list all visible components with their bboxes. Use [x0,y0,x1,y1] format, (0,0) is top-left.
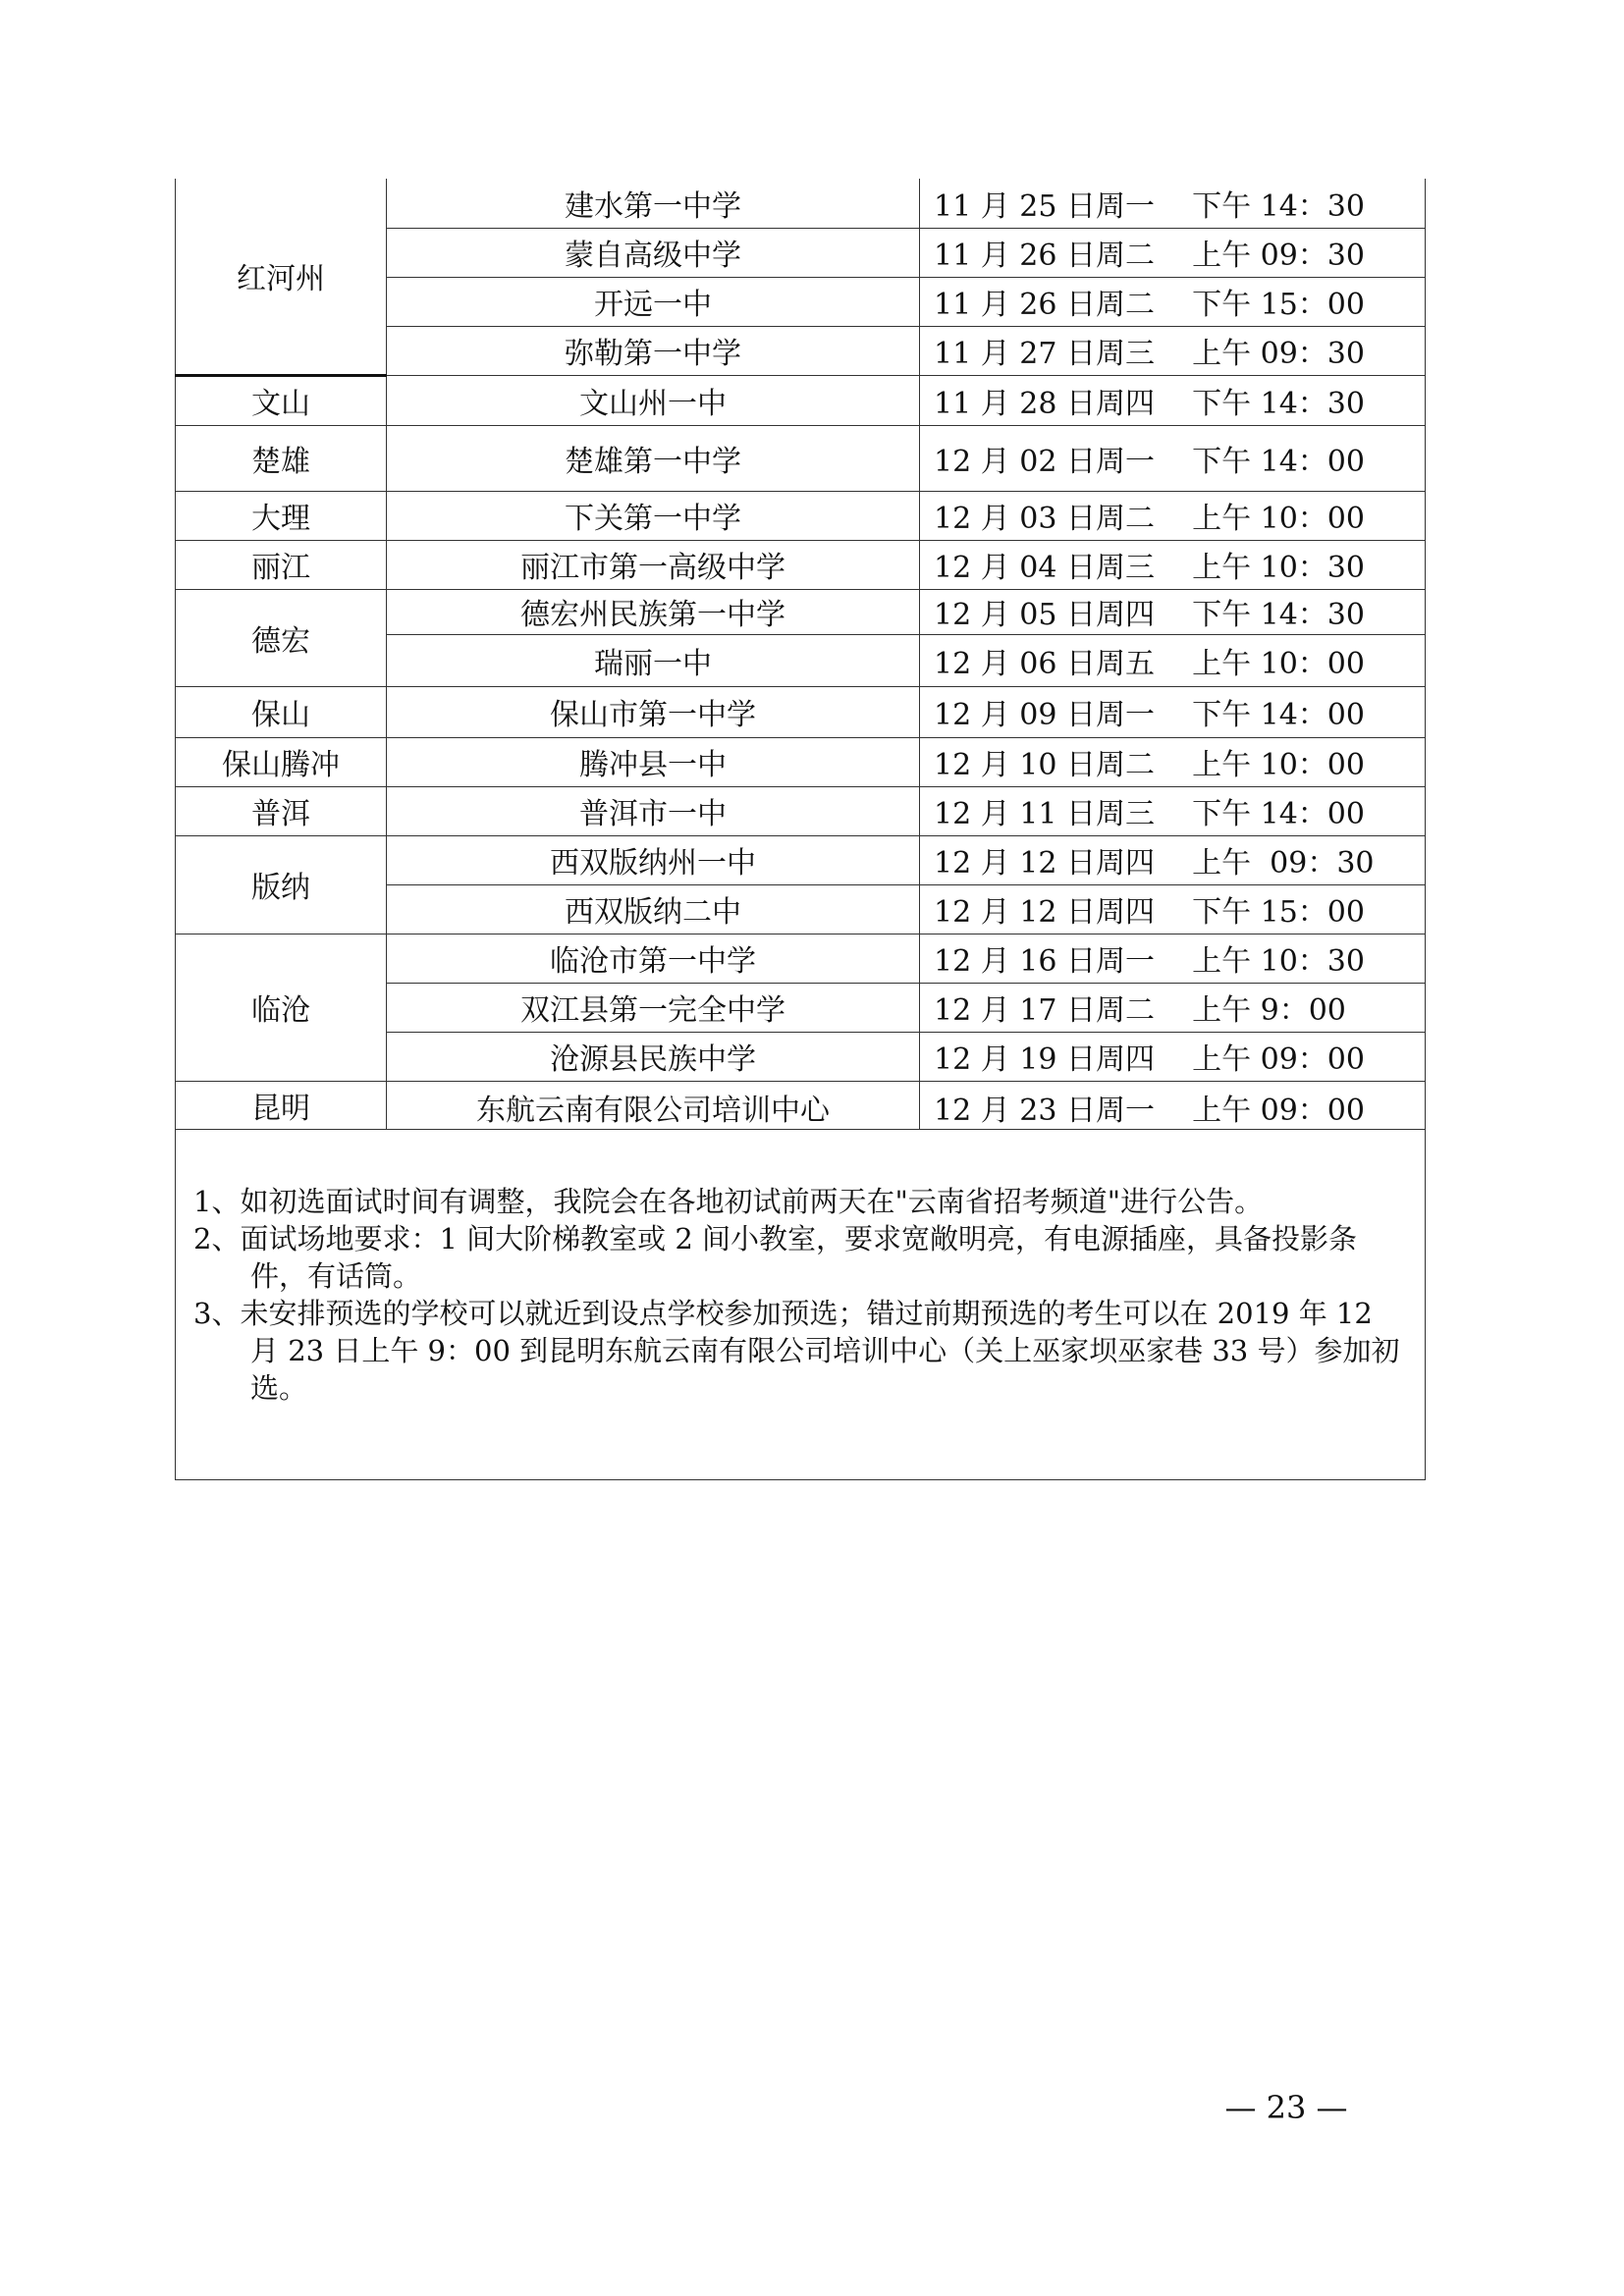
school-cell: 楚雄第一中学 [387,425,920,491]
table-row [176,491,1426,540]
time-cell: 12 月 11 日周三 下午 14：00 [920,786,1426,835]
time-cell: 12 月 06 日周五 上午 10：00 [920,634,1426,686]
region-cell: 普洱 [176,786,387,835]
school-cell: 保山市第一中学 [387,686,920,737]
time-cell: 12 月 17 日周二 上午 9：00 [920,983,1426,1032]
region-cell: 楚雄 [176,425,387,491]
region-cell: 临沧 [176,934,387,1081]
school-cell: 丽江市第一高级中学 [387,540,920,589]
region-cell: 丽江 [176,540,387,589]
school-cell: 弥勒第一中学 [387,326,920,375]
time-cell: 12 月 10 日周二 上午 10：00 [920,737,1426,786]
notes-row [176,1129,1426,1479]
table-row [176,737,1426,786]
school-cell: 文山州一中 [387,375,920,425]
school-cell: 双江县第一完全中学 [387,983,920,1032]
region-cell: 保山腾冲 [176,737,387,786]
school-cell: 建水第一中学 [387,179,920,228]
school-cell: 普洱市一中 [387,786,920,835]
time-cell: 11 月 28 日周四 下午 14：30 [920,375,1426,425]
notes-cell [176,1129,1426,1479]
time-cell: 12 月 23 日周一 上午 09：00 [920,1081,1426,1129]
time-cell: 11 月 26 日周二 上午 09：30 [920,228,1426,277]
time-cell: 12 月 04 日周三 上午 10：30 [920,540,1426,589]
note-item: 2、面试场地要求：1 间大阶梯教室或 2 间小教室，要求宽敞明亮，有电源插座，具备投影条件，有话筒。 [193,1221,1358,1293]
page-number: — 23 — [1224,2089,1348,2126]
time-cell: 11 月 26 日周二 下午 15：00 [920,277,1426,326]
school-cell: 下关第一中学 [387,491,920,540]
region-cell: 昆明 [176,1081,387,1129]
table-row [176,934,1426,983]
table-row [176,1081,1426,1129]
school-cell: 瑞丽一中 [387,634,920,686]
note-item: 3、未安排预选的学校可以就近到设点学校参加预选；错过前期预选的考生可以在 2019 年 12 月 23 日上午 9：00 到昆明东航云南有限公司培训中心（关上巫家坝巫家巷 33 号）参加初选。 [193,1296,1400,1405]
school-cell: 沧源县民族中学 [387,1032,920,1081]
time-cell: 12 月 02 日周一 下午 14：00 [920,425,1426,491]
region-cell: 大理 [176,491,387,540]
time-cell: 12 月 12 日周四 下午 15：00 [920,884,1426,934]
region-cell: 版纳 [176,835,387,934]
time-cell: 11 月 27 日周三 上午 09：30 [920,326,1426,375]
schedule-table [175,179,1426,1480]
table-row [176,589,1426,634]
table-row [176,540,1426,589]
region-cell: 保山 [176,686,387,737]
school-cell: 德宏州民族第一中学 [387,589,920,634]
time-cell: 12 月 19 日周四 上午 09：00 [920,1032,1426,1081]
table-row [176,375,1426,425]
time-cell: 12 月 05 日周四 下午 14：30 [920,589,1426,634]
time-cell: 12 月 09 日周一 下午 14：00 [920,686,1426,737]
school-cell: 临沧市第一中学 [387,934,920,983]
time-cell: 11 月 25 日周一 下午 14：30 [920,179,1426,228]
region-cell: 红河州 [176,179,387,375]
school-cell: 蒙自高级中学 [387,228,920,277]
school-cell: 西双版纳州一中 [387,835,920,884]
time-cell: 12 月 12 日周四 上午 09：30 [920,835,1426,884]
school-cell: 东航云南有限公司培训中心 [387,1081,920,1129]
table-row [176,425,1426,491]
note-item: 1、如初选面试时间有调整，我院会在各地初试前两天在"云南省招考频道"进行公告。 [193,1184,1264,1218]
school-cell: 西双版纳二中 [387,884,920,934]
region-cell: 德宏 [176,589,387,686]
time-cell: 12 月 03 日周二 上午 10：00 [920,491,1426,540]
school-cell: 开远一中 [387,277,920,326]
table-row [176,686,1426,737]
schedule-body [176,179,1426,1479]
table-row [176,179,1426,228]
table-row [176,786,1426,835]
region-cell: 文山 [176,375,387,425]
time-cell: 12 月 16 日周一 上午 10：30 [920,934,1426,983]
school-cell: 腾冲县一中 [387,737,920,786]
table-row [176,835,1426,884]
